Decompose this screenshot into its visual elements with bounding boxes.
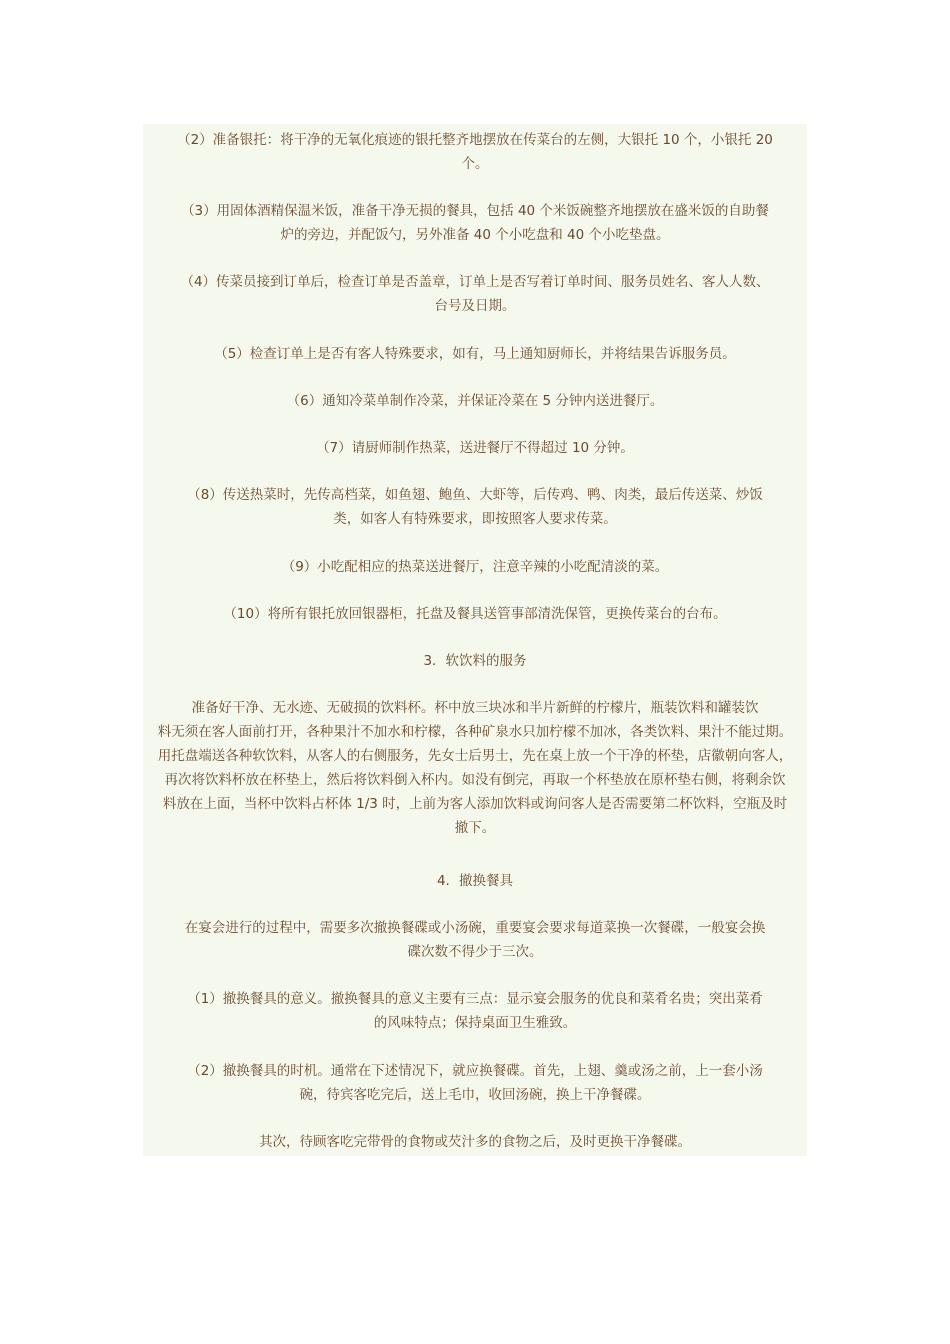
paragraph-line: 再次将饮料杯放在杯垫上，然后将饮料倒入杯内。如没有倒完，再取一个杯垫放在原杯垫右侧，将剩余饮	[164, 772, 786, 788]
paragraph-line: 碟次数不得少于三次。	[407, 944, 543, 960]
paragraph-line: 料放在上面，当杯中饮料占杯体 1/3 时，上前为客人添加饮料或询问客人是否需要第二杯饮料，空瓶及时	[162, 796, 788, 812]
paragraph-cleanup	[143, 602, 807, 626]
paragraph-line: （4）传菜员接到订单后，检查订单是否盖章，订单上是否写着订单时间、服务员姓名、客人人数、	[180, 274, 770, 290]
paragraph-line: （9）小吃配相应的热菜送进餐厅，注意辛辣的小吃配清淡的菜。	[281, 559, 669, 575]
paragraph-line: （10）将所有银托放回银器柜，托盘及餐具送管事部清洗保管，更换传菜台的台布。	[223, 606, 727, 622]
paragraph-line: 台号及日期。	[434, 298, 516, 314]
paragraph-cold-dishes	[143, 389, 807, 413]
paragraph-line: （8）传送热菜时，先传高档菜，如鱼翅、鲍鱼、大虾等，后传鸡、鸭、肉类，最后传送菜、炒饭	[187, 487, 763, 503]
paragraph-line: 碗，待宾客吃完后，送上毛巾，收回汤碗，换上干净餐碟。	[299, 1087, 651, 1103]
paragraph-line: 的风味特点；保持桌面卫生雅致。	[373, 1015, 577, 1031]
paragraph-line: （2）撤换餐具的时机。通常在下述情况下，就应换餐碟。首先，上翅、羹或汤之前，上一套小汤	[187, 1063, 763, 1079]
paragraph-line: （7）请厨师制作热菜，送进餐厅不得超过 10 分钟。	[316, 440, 634, 456]
paragraph-line: 撤下。	[454, 820, 496, 836]
paragraph-rice-warming	[143, 199, 807, 247]
paragraph-serving-order	[143, 483, 807, 531]
paragraph-line: 其次，待顾客吃完带骨的食物或芡汁多的食物之后，及时更换干净餐碟。	[259, 1134, 691, 1150]
paragraph-line: 准备好干净、无水迹、无破损的饮料杯。杯中放三块冰和半片新鲜的柠檬片，瓶装饮料和罐装饮	[191, 700, 759, 716]
section-heading-tableware-change	[143, 869, 807, 893]
section-heading-soft-drinks	[143, 649, 807, 673]
paragraph-hot-dishes	[143, 436, 807, 460]
paragraph-line: （2）准备银托：将干净的无氧化痕迹的银托整齐地摆放在传菜台的左侧，大银托 10 个，小银托 20	[177, 132, 773, 148]
paragraph-line: （1）撤换餐具的意义。撤换餐具的意义主要有三点：显示宴会服务的优良和菜肴名贵；突出菜肴	[187, 991, 763, 1007]
paragraph-line: 料无须在客人面前打开，各种果汁不加水和柠檬，各种矿泉水只加柠檬不加冰，各类饮料、果汁不能过期。	[157, 724, 793, 740]
paragraph-order-check	[143, 270, 807, 318]
paragraph-line: 个。	[461, 156, 489, 172]
paragraph-soft-drink-service	[143, 696, 807, 840]
heading-text: 3．软饮料的服务	[423, 653, 527, 669]
paragraph-timing	[143, 1059, 807, 1107]
document-panel	[143, 124, 807, 1156]
heading-text: 4．撤换餐具	[436, 873, 514, 889]
paragraph-line: （3）用固体酒精保温米饭，准备干净无损的餐具，包括 40 个米饭碗整齐地摆放在盛米饭的自助餐	[181, 203, 769, 219]
paragraph-second-timing	[143, 1130, 807, 1154]
paragraph-line: 用托盘端送各种软饮料，从客人的右侧服务，先女士后男士，先在桌上放一个干净的杯垫，店徽朝向客人，	[157, 748, 793, 764]
paragraph-line: 炉的旁边，并配饭勺，另外准备 40 个小吃盘和 40 个小吃垫盘。	[280, 227, 670, 243]
paragraph-special-requests	[143, 342, 807, 366]
paragraph-silver-trays	[143, 128, 807, 176]
paragraph-snacks	[143, 555, 807, 579]
paragraph-line: （6）通知冷菜单制作冷菜，并保证冷菜在 5 分钟内送进餐厅。	[286, 393, 664, 409]
paragraph-line: （5）检查订单上是否有客人特殊要求，如有，马上通知厨师长，并将结果告诉服务员。	[214, 346, 736, 362]
paragraph-banquet-change	[143, 916, 807, 964]
paragraph-meaning	[143, 987, 807, 1035]
paragraph-line: 在宴会进行的过程中，需要多次撤换餐碟或小汤碗，重要宴会要求每道菜换一次餐碟，一般宴会换	[184, 920, 766, 936]
paragraph-line: 类，如客人有特殊要求，即按照客人要求传菜。	[333, 511, 617, 527]
